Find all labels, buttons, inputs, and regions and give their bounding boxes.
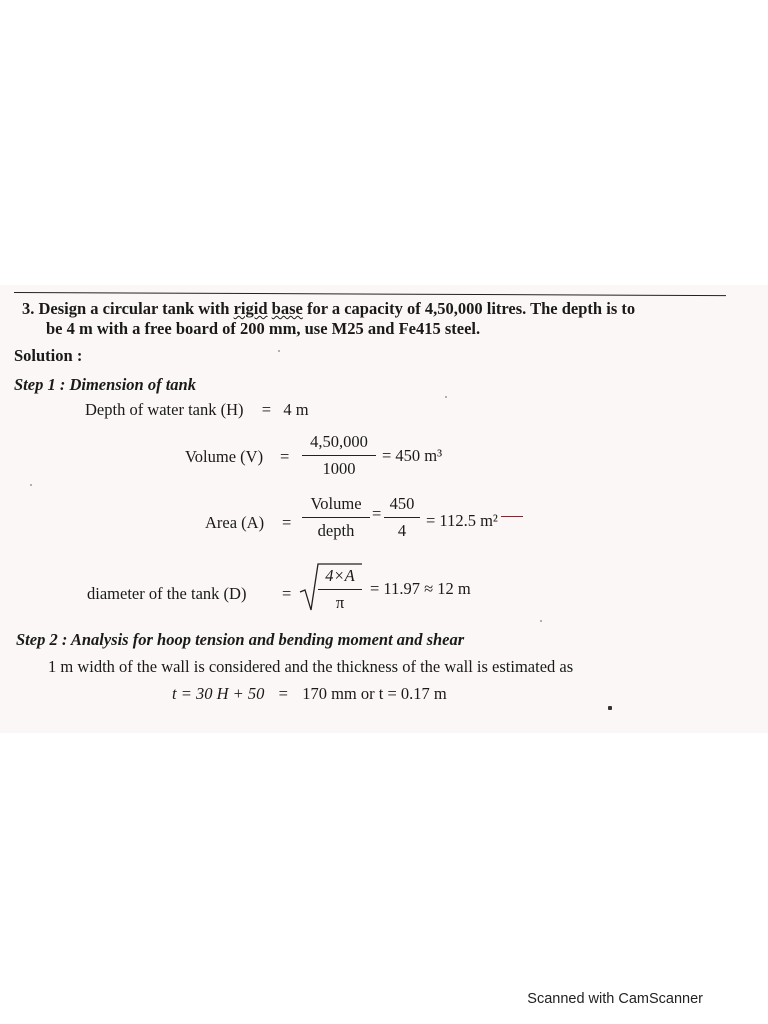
depth-row: Depth of water tank (H) = 4 m — [85, 400, 309, 419]
step2-heading: Step 2 : Analysis for hoop tension and bending moment and shear — [16, 630, 465, 649]
volume-fraction — [302, 432, 376, 479]
volume-label: Volume (V) — [185, 447, 264, 466]
question-line-1: 3. Design a circular tank with rigid base for a capacity of 4,50,000 litres. The depth is to — [22, 299, 636, 318]
step2-line1: 1 m width of the wall is considered and the thickness of the wall is estimated as — [48, 657, 574, 676]
speck — [278, 350, 280, 352]
speck — [30, 484, 32, 486]
area-label: Area (A) — [205, 513, 265, 532]
area-fraction-2: $\frac{450}{4}$ — [384, 494, 420, 541]
volume-numerator: 4,50,000 — [302, 432, 376, 456]
sqrt-fraction: $\frac{4\times A}{\pi}$ — [318, 566, 362, 613]
base-word: base — [271, 299, 303, 318]
rigid-word: rigid — [233, 299, 268, 318]
area-result: = 112.5 m² — [426, 511, 498, 530]
step1-heading: Step 1 : Dimension of tank — [14, 375, 196, 394]
volume-denominator: 1000 — [322, 459, 356, 478]
diameter-label: diameter of the tank (D) — [87, 584, 247, 603]
red-pen-mark — [501, 516, 523, 517]
speck — [608, 706, 612, 710]
volume-result: = 450 m³ — [382, 446, 443, 465]
depth-value: 4 m — [283, 400, 309, 419]
speck — [445, 396, 447, 398]
camscanner-footer: Scanned with CamScanner — [527, 991, 703, 1007]
solution-label: Solution : — [14, 346, 83, 365]
question-number: 3. — [22, 299, 35, 318]
depth-label: Depth of water tank (H) — [85, 400, 244, 419]
thickness-formula-row: t = 30 H + 50 = 170 mm or t = 0.17 m — [172, 684, 447, 703]
question-line-2: be 4 m with a free board of 200 mm, use M25 and Fe415 steel. — [46, 319, 481, 338]
speck — [540, 620, 542, 622]
diameter-result: = 11.97 ≈ 12 m — [370, 579, 471, 598]
area-fraction-1: Volume depth — [302, 494, 370, 541]
